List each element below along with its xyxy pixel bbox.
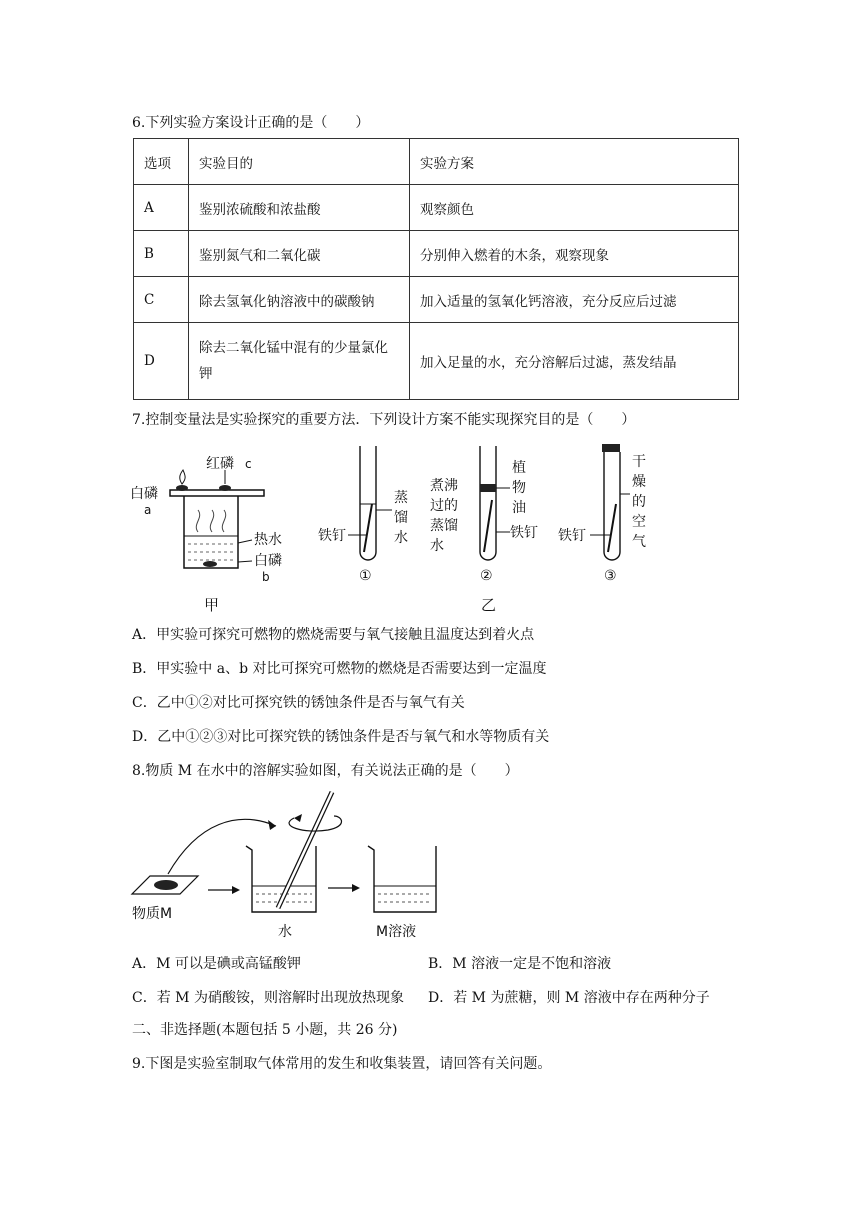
label-distilled: 馏 bbox=[394, 510, 408, 526]
table-row bbox=[134, 231, 739, 277]
copper-plate bbox=[170, 490, 264, 496]
q8-stem: 8.物质 M 在水中的溶解实验如图，有关说法正确的是（ ） bbox=[132, 763, 519, 779]
section-heading: 二、非选择题(本题包括 5 小题，共 26 分) bbox=[132, 1022, 398, 1038]
table-cell: 除去氢氧化钠溶液中的碳酸钠 bbox=[189, 277, 410, 323]
iron-nail-1 bbox=[364, 504, 372, 552]
table-cell: 加入适量的氢氧化钙溶液，充分反应后过滤 bbox=[410, 277, 739, 323]
q8-choice-a: A．M 可以是碘或高锰酸钾 bbox=[132, 956, 301, 972]
test-tube-2 bbox=[480, 446, 496, 560]
label-dry-air: 燥 bbox=[632, 474, 646, 490]
table-cell: 分别伸入燃着的木条，观察现象 bbox=[410, 231, 739, 277]
label-distilled: 蒸 bbox=[394, 490, 408, 506]
q7-choice-c: C．乙中①②对比可探究铁的锈蚀条件是否与氧气有关 bbox=[132, 695, 465, 711]
q8-choice-b: B．M 溶液一定是不饱和溶液 bbox=[428, 956, 612, 972]
label-n3: ③ bbox=[604, 568, 617, 584]
q7-choice-b: B．甲实验中 a、b 对比可探究可燃物的燃烧是否需要达到一定温度 bbox=[132, 661, 547, 677]
table-cell: A bbox=[134, 185, 189, 231]
table-cell: 除去二氧化锰中混有的少量氯化钾 bbox=[189, 323, 410, 400]
label-boiled: 水 bbox=[430, 538, 444, 554]
table-header: 实验目的 bbox=[189, 139, 410, 185]
test-tube-3 bbox=[604, 452, 620, 560]
iron-nail-2 bbox=[484, 500, 492, 552]
label-m: 物质M bbox=[132, 906, 173, 922]
label-dry-air: 气 bbox=[632, 534, 646, 550]
label-nail-2: 铁钉 bbox=[510, 525, 538, 541]
q9-stem: 9.下图是实验室制取气体常用的发生和收集装置，请回答有关问题。 bbox=[132, 1056, 552, 1072]
table-row bbox=[134, 277, 739, 323]
curved-arrow-icon bbox=[168, 819, 276, 874]
label-white-p-a: 白磷 bbox=[130, 486, 158, 502]
label-white-p-b: 白磷 bbox=[254, 553, 282, 569]
red-phosphorus-c bbox=[219, 485, 231, 491]
table-cell: 鉴别氮气和二氧化碳 bbox=[189, 231, 410, 277]
table-cell: 加入足量的水，充分溶解后过滤，蒸发结晶 bbox=[410, 323, 739, 400]
label-dry-air: 干 bbox=[632, 454, 646, 470]
label-water: 水 bbox=[278, 924, 292, 940]
label-boiled: 煮沸 bbox=[430, 478, 458, 494]
label-jia: 甲 bbox=[204, 596, 220, 614]
label-red-p: 红磷 bbox=[206, 456, 234, 472]
q8-figure bbox=[128, 782, 468, 942]
label-boiled: 蒸馏 bbox=[430, 518, 458, 534]
beaker bbox=[184, 496, 238, 568]
label-hot-water: 热水 bbox=[254, 532, 282, 548]
substance-m bbox=[154, 880, 178, 890]
q7-stem: 7.控制变量法是实验探究的重要方法．下列设计方案不能实现探究目的是（ ） bbox=[132, 412, 636, 428]
q8-choice-d: D．若 M 为蔗糖，则 M 溶液中存在两种分子 bbox=[428, 990, 710, 1006]
table-header: 选项 bbox=[134, 139, 189, 185]
label-c: c bbox=[245, 457, 252, 471]
label-oil: 油 bbox=[512, 500, 526, 516]
table-row bbox=[134, 323, 739, 400]
table-header: 实验方案 bbox=[410, 139, 739, 185]
q6-stem: 6.下列实验方案设计正确的是（ ） bbox=[132, 115, 370, 131]
label-n1: ① bbox=[359, 568, 372, 584]
oil-layer bbox=[480, 484, 496, 492]
table-header-row bbox=[134, 139, 739, 185]
table-cell: 鉴别浓硫酸和浓盐酸 bbox=[189, 185, 410, 231]
label-dry-air: 空 bbox=[632, 514, 646, 530]
label-b: b bbox=[262, 570, 270, 584]
q7-choice-a: A．甲实验可探究可燃物的燃烧需要与氧气接触且温度达到着火点 bbox=[132, 627, 535, 643]
label-solution: M溶液 bbox=[376, 924, 417, 940]
label-nail-1: 铁钉 bbox=[318, 528, 346, 544]
label-oil: 植 bbox=[512, 460, 526, 476]
iron-nail-3 bbox=[608, 504, 616, 552]
q8-choice-c: C．若 M 为硝酸铵，则溶解时出现放热现象 bbox=[132, 990, 404, 1006]
flame-icon bbox=[180, 470, 185, 484]
table-cell: D bbox=[134, 323, 189, 400]
table-row bbox=[134, 185, 739, 231]
q7-choice-d: D．乙中①②③对比可探究铁的锈蚀条件是否与氧气和水等物质有关 bbox=[132, 729, 550, 745]
q6-table bbox=[133, 138, 739, 400]
stopper bbox=[602, 444, 620, 452]
label-n2: ② bbox=[480, 568, 493, 584]
label-yi: 乙 bbox=[481, 596, 497, 614]
test-tube-1 bbox=[360, 446, 376, 560]
label-boiled: 过的 bbox=[430, 498, 458, 514]
table-cell: B bbox=[134, 231, 189, 277]
label-nail-3: 铁钉 bbox=[558, 528, 586, 544]
table-cell: C bbox=[134, 277, 189, 323]
label-dry-air: 的 bbox=[632, 494, 646, 510]
label-oil: 物 bbox=[512, 480, 526, 496]
steam bbox=[196, 510, 225, 532]
label-distilled: 水 bbox=[394, 530, 408, 546]
table-cell: 观察颜色 bbox=[410, 185, 739, 231]
white-phosphorus-b bbox=[203, 561, 217, 567]
label-a: a bbox=[144, 503, 152, 517]
q7-figure bbox=[128, 440, 668, 620]
white-phosphorus-a bbox=[176, 485, 188, 491]
